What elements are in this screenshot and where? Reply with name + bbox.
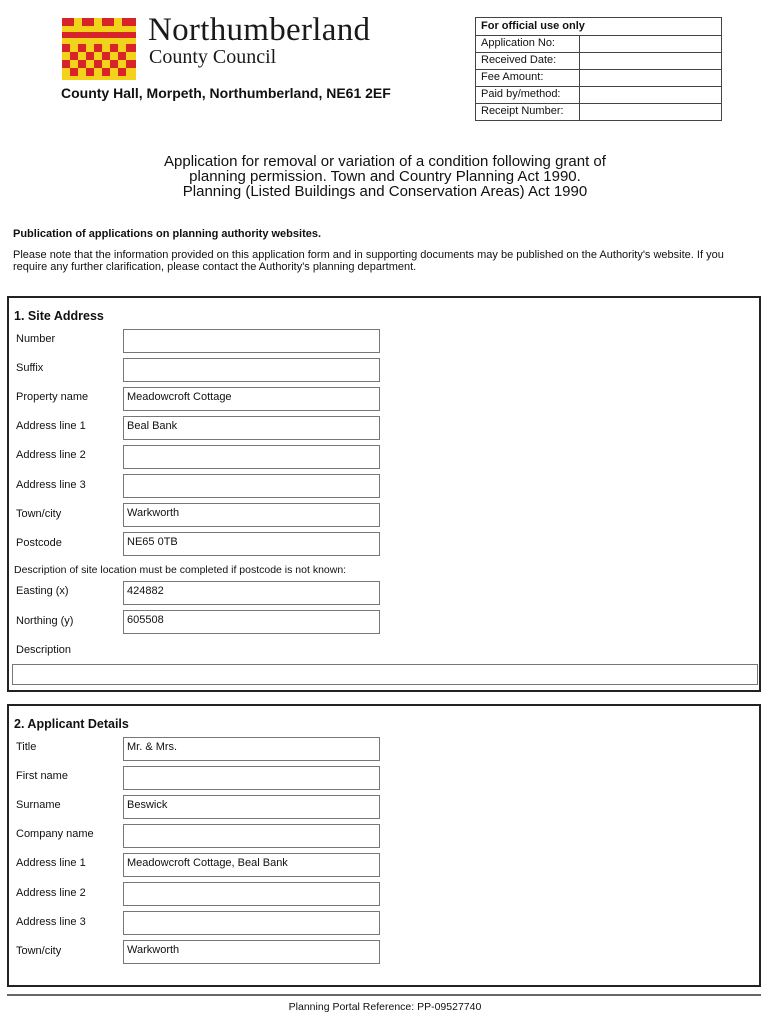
field-label: Property name [16,391,89,403]
company-name-field[interactable] [123,824,380,848]
field-label: Easting (x) [16,585,69,597]
description-field[interactable] [12,664,758,685]
official-row-label: Receipt Number: [481,105,564,117]
official-row [476,35,721,52]
town-city-field[interactable] [123,940,380,964]
official-row [476,69,721,86]
field-value: Beswick [127,799,168,811]
field-value: 424882 [127,585,164,597]
property-name-field[interactable] [123,387,380,411]
official-row [476,103,721,120]
title-line: Application for removal or variation of a condition following grant of [164,153,606,170]
applicant-details-section [7,704,761,987]
field-label: Northing (y) [16,615,74,627]
number-field[interactable] [123,329,380,353]
field-label: Suffix [16,362,44,374]
field-label: Postcode [16,537,62,549]
footer-divider [7,994,761,996]
field-label: Address line 3 [16,916,86,928]
field-label: Address line 1 [16,857,86,869]
address-line-2-field[interactable] [123,882,380,906]
official-row-label: Fee Amount: [481,71,544,83]
field-label: Address line 2 [16,449,86,461]
official-use-box [475,17,722,121]
official-row-cell [579,104,722,120]
official-row-cell [579,36,722,52]
field-label: Title [16,741,37,753]
official-row-label: Application No: [481,37,555,49]
field-value: Meadowcroft Cottage, Beal Bank [127,857,288,869]
field-label: Description [16,644,72,656]
field-value: Mr. & Mrs. [127,741,178,753]
official-row [476,86,721,103]
address-line-1-field[interactable] [123,853,380,877]
first-name-field[interactable] [123,766,380,790]
address-line-3-field[interactable] [123,911,380,935]
easting-field[interactable] [123,581,380,605]
field-value: Warkworth [127,507,180,519]
suffix-field[interactable] [123,358,380,382]
document-title [100,154,670,199]
northing-field[interactable] [123,610,380,634]
field-value: Beal Bank [127,420,178,432]
field-value: Meadowcroft Cottage [127,391,232,403]
field-value: NE65 0TB [127,536,178,548]
publication-text: Please note that the information provided on this application form and in supporting documents may be published on the Authority's website. If you require any further clarification, please contact the Authority's planning department. [13,249,724,273]
address-line-2-field[interactable] [123,445,380,469]
field-label: Town/city [16,508,62,520]
site-address-section [7,296,761,692]
field-label: Town/city [16,945,62,957]
org-subtitle: County Council [149,46,277,68]
field-label: Surname [16,799,61,811]
org-name: Northumberland [148,12,371,48]
official-use-title: For official use only [481,20,585,32]
council-logo-icon [62,18,136,80]
official-row-label: Paid by/method: [481,88,561,100]
section-title: 1. Site Address [14,309,104,323]
field-label: First name [16,770,68,782]
address-line-3-field[interactable] [123,474,380,498]
official-row [476,52,721,69]
official-row-cell [579,70,722,86]
field-label: Address line 1 [16,420,86,432]
title-line: planning permission. Town and Country Planning Act 1990. [189,168,581,185]
official-row-cell [579,87,722,103]
portal-reference: Planning Portal Reference: PP-09527740 [288,1001,482,1013]
address-line-1-field[interactable] [123,416,380,440]
field-value: Warkworth [127,944,180,956]
surname-field[interactable] [123,795,380,819]
title-field[interactable] [123,737,380,761]
section-title: 2. Applicant Details [14,717,129,731]
field-value: 605508 [127,614,164,626]
location-note: Description of site location must be completed if postcode is not known: [14,564,347,576]
field-label: Number [16,333,56,345]
official-row-label: Received Date: [481,54,557,66]
field-label: Address line 2 [16,887,86,899]
title-line: Planning (Listed Buildings and Conservation Areas) Act 1990 [182,183,588,200]
publication-heading: Publication of applications on planning authority websites. [13,228,322,240]
postcode-field[interactable] [123,532,380,556]
field-label: Address line 3 [16,479,86,491]
town-city-field[interactable] [123,503,380,527]
field-label: Company name [16,828,94,840]
official-row-cell [579,53,722,69]
council-address: County Hall, Morpeth, Northumberland, NE61 2EF [61,85,391,101]
